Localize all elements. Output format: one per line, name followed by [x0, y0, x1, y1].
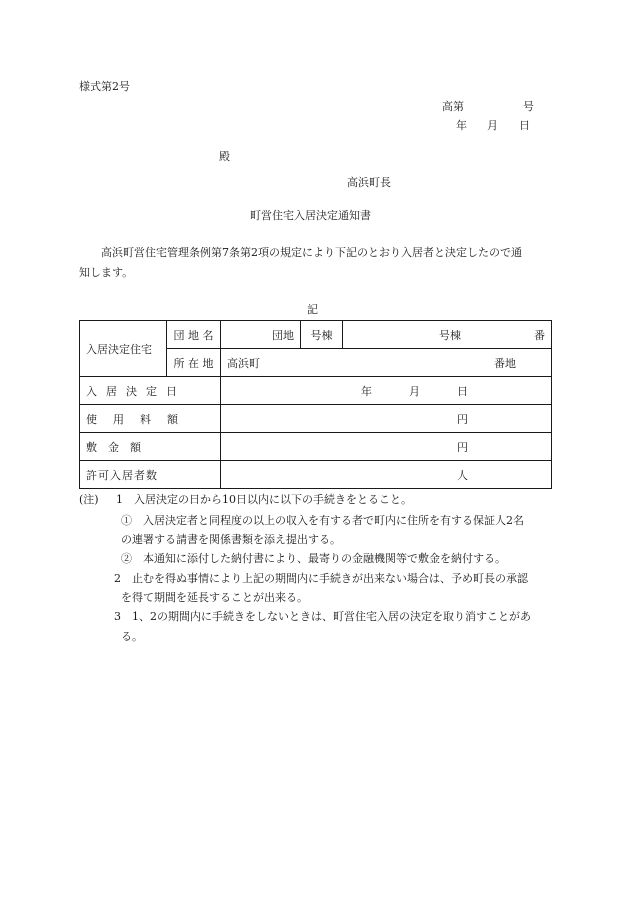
date-month: 月 [487, 119, 498, 132]
note-3a: 3 1、2の期間内に手続きをしないときは、町営住宅入居の決定を取り消すことがあ [114, 610, 531, 623]
body-line-1: 高浜町営住宅管理条例第7条第2項の規定により下記のとおり入居者と決定したので通 [101, 246, 522, 259]
ki-label: 記 [307, 303, 318, 316]
decision-year: 年 [361, 385, 372, 398]
goto-field [343, 321, 552, 349]
addressee-suffix: 殿 [219, 150, 230, 163]
document-title: 町営住宅入居決定通知書 [250, 209, 371, 222]
form-number: 様式第2号 [79, 80, 130, 93]
location-field [221, 349, 552, 377]
goto-label: 号棟 [301, 321, 343, 349]
decision-day: 日 [457, 385, 468, 398]
date-day: 日 [519, 119, 530, 132]
date-year: 年 [456, 119, 467, 132]
deposit-label: 敷 金 額 [80, 433, 221, 461]
decision-month: 月 [409, 385, 420, 398]
decision-table [79, 320, 552, 489]
decision-date-label: 入居決定日 [80, 377, 221, 405]
rent-unit: 円 [457, 413, 468, 426]
note-1-1b: の連署する請書を関係書類を添え提出する。 [121, 533, 341, 546]
doc-number-prefix: 高第 [442, 100, 464, 113]
location-prefix: 高浜町 [227, 356, 260, 370]
permitted-label: 許可入居者数 [80, 461, 221, 489]
note-2b: を得て期間を延長することが出来る。 [121, 591, 308, 604]
body-line-2: 知します。 [79, 266, 134, 279]
deposit-field [221, 433, 552, 461]
permitted-unit: 人 [457, 469, 468, 482]
decision-date-field [221, 377, 552, 405]
ban-suffix: 番 [534, 329, 545, 342]
note-1-2: ② 本通知に添付した納付書により、最寄りの金融機関等で敷金を納付する。 [121, 552, 506, 565]
deposit-unit: 円 [457, 441, 468, 454]
issuer: 高浜町長 [347, 176, 391, 189]
rent-label: 使用料額 [80, 405, 221, 433]
goto-suffix: 号棟 [439, 329, 461, 342]
note-1-1a: ① 入居決定者と同程度の以上の収入を有する者で町内に住所を有する保証人2名 [121, 514, 524, 527]
notes-prefix: (注) [79, 493, 99, 506]
note-2a: 2 止むを得ぬ事情により上記の期間内に手続きが出来ない場合は、予め町長の承認 [114, 572, 528, 585]
housing-label: 入居決定住宅 [80, 321, 167, 377]
location-label: 所 在 地 [167, 349, 221, 377]
danchi-suffix: 団地 [272, 328, 294, 342]
banchi-suffix: 番地 [494, 357, 516, 370]
rent-field [221, 405, 552, 433]
danchi-name-field [221, 321, 301, 349]
danchi-name-label: 団 地 名 [167, 321, 221, 349]
permitted-field [221, 461, 552, 489]
note-3b: る。 [121, 630, 143, 643]
note-1: 1 入居決定の日から10日以内に以下の手続きをとること。 [116, 493, 412, 506]
doc-number-suffix: 号 [523, 100, 534, 113]
